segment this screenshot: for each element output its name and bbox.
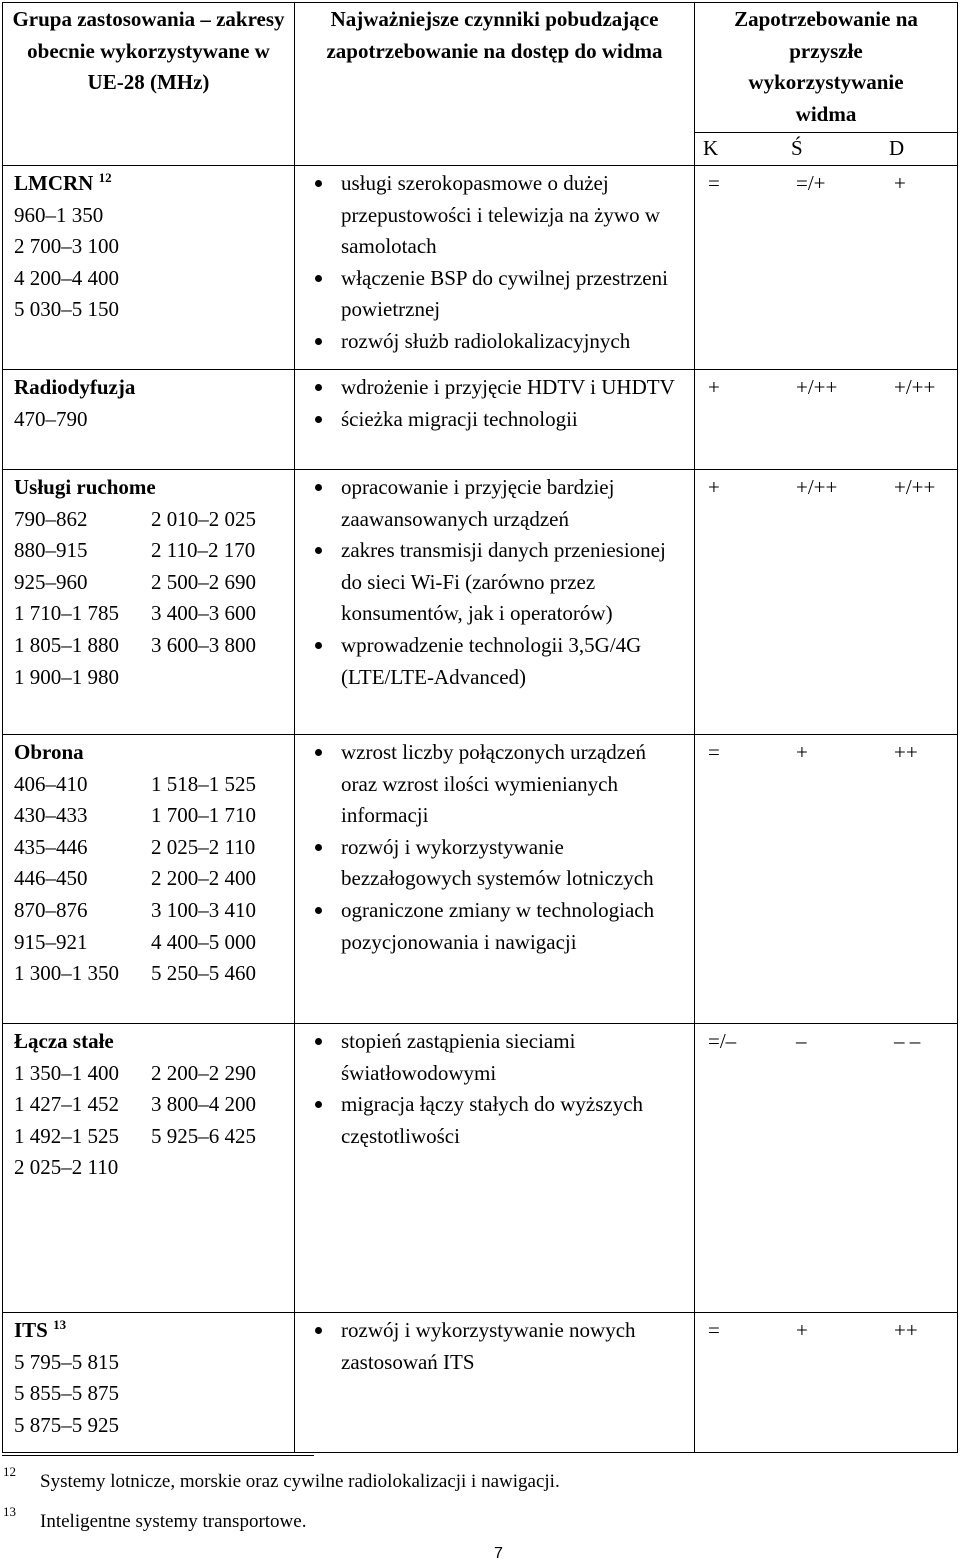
application-group-name bbox=[14, 372, 286, 404]
list-item: zakres transmisji danych przeniesionej do sieci Wi-Fi (zarówno przez konsumentów, jak i operatorów) bbox=[306, 535, 686, 630]
frequency-range: 1 710–1 785 bbox=[14, 601, 119, 626]
demand-cell bbox=[695, 165, 958, 369]
frequency-range: 3 600–3 800 bbox=[151, 632, 256, 657]
header-col3-text: Zapotrzebowanie na przyszłe wykorzystywanie widma bbox=[734, 7, 918, 126]
demand-k: = bbox=[708, 170, 720, 195]
list-item: stopień zastąpienia sieciami światłowodowymi bbox=[306, 1026, 686, 1089]
drivers-list bbox=[306, 737, 686, 958]
table-header-row bbox=[3, 3, 958, 166]
application-group-name bbox=[14, 1315, 286, 1347]
frequency-range: 3 400–3 600 bbox=[151, 601, 256, 626]
drivers-list bbox=[306, 1315, 686, 1378]
list-item: wprowadzenie technologii 3,5G/4G (LTE/LTE-Advanced) bbox=[306, 630, 686, 693]
demand-k: = bbox=[708, 739, 720, 764]
footnote-12-text: Systemy lotnicze, morskie oraz cywilne radiolokalizacji i nawigacji. bbox=[40, 1471, 560, 1492]
footnote-13-number: 13 bbox=[3, 1504, 16, 1519]
application-group-cell bbox=[3, 165, 295, 369]
application-group-label: Łącza stałe bbox=[14, 1028, 114, 1053]
frequency-range: 1 492–1 525 bbox=[14, 1123, 119, 1148]
application-group-label: Usługi ruchome bbox=[14, 474, 156, 499]
header-drivers bbox=[295, 3, 695, 166]
frequency-range: 1 700–1 710 bbox=[151, 803, 256, 828]
demand-d: ++ bbox=[894, 1317, 918, 1342]
table-row bbox=[3, 1312, 958, 1452]
application-group-cell bbox=[3, 369, 295, 469]
frequency-range: 5 795–5 815 bbox=[14, 1349, 119, 1374]
frequency-range: 2 700–3 100 bbox=[14, 234, 119, 259]
frequency-range: 430–433 bbox=[14, 803, 88, 828]
demand-d: +/++ bbox=[894, 374, 936, 399]
drivers-list bbox=[306, 168, 686, 358]
list-item: ograniczone zmiany w technologiach pozycjonowania i nawigacji bbox=[306, 895, 686, 958]
frequency-range: 4 200–4 400 bbox=[14, 265, 119, 290]
application-group-name bbox=[14, 1026, 286, 1058]
frequency-range: 5 925–6 425 bbox=[151, 1123, 256, 1148]
demand-s: +/++ bbox=[796, 374, 838, 399]
list-item: ścieżka migracji technologii bbox=[306, 404, 686, 436]
frequency-range: 5 855–5 875 bbox=[14, 1381, 119, 1406]
frequency-range: 2 500–2 690 bbox=[151, 569, 256, 594]
table-row bbox=[3, 734, 958, 1023]
footnote-separator bbox=[2, 1455, 314, 1456]
table-row bbox=[3, 369, 958, 469]
frequency-range: 4 400–5 000 bbox=[151, 929, 256, 954]
frequency-range: 790–862 bbox=[14, 506, 88, 531]
application-group-label: Radiodyfuzja bbox=[14, 374, 136, 399]
frequency-range: 470–790 bbox=[14, 406, 88, 431]
list-item: migracja łączy stałych do wyższych częstotliwości bbox=[306, 1089, 686, 1152]
frequency-range: 446–450 bbox=[14, 866, 88, 891]
frequency-range: 880–915 bbox=[14, 538, 88, 563]
list-item: opracowanie i przyjęcie bardziej zaawansowanych urządzeń bbox=[306, 472, 686, 535]
demand-s: + bbox=[796, 1317, 808, 1342]
drivers-cell bbox=[295, 165, 695, 369]
frequency-range: 925–960 bbox=[14, 569, 88, 594]
frequency-range: 1 300–1 350 bbox=[14, 961, 119, 986]
drivers-cell bbox=[295, 1023, 695, 1312]
application-group-label: Obrona bbox=[14, 739, 84, 764]
demand-k: + bbox=[708, 374, 720, 399]
application-group-name bbox=[14, 472, 286, 504]
frequency-range: 406–410 bbox=[14, 771, 88, 796]
demand-s: + bbox=[796, 739, 808, 764]
frequency-range: 5 250–5 460 bbox=[151, 961, 256, 986]
application-group-cell bbox=[3, 1312, 295, 1452]
frequency-range: 2 010–2 025 bbox=[151, 506, 256, 531]
demand-cell bbox=[695, 1023, 958, 1312]
footnote-reference: 12 bbox=[98, 169, 112, 185]
list-item: włączenie BSP do cywilnej przestrzeni powietrznej bbox=[306, 263, 686, 326]
application-group-name bbox=[14, 737, 286, 769]
list-item: rozwój i wykorzystywanie nowych zastosowań ITS bbox=[306, 1315, 686, 1378]
frequency-range: 435–446 bbox=[14, 834, 88, 859]
header-col2-text: Najważniejsze czynniki pobudzające zapotrzebowanie na dostęp do widma bbox=[326, 7, 663, 63]
drivers-list bbox=[306, 472, 686, 693]
demand-d: – – bbox=[894, 1028, 921, 1053]
header-col1-text: Grupa zastosowania – zakresy obecnie wykorzystywane w UE-28 (MHz) bbox=[12, 7, 285, 95]
demand-k: = bbox=[708, 1317, 720, 1342]
footnote-12-number: 12 bbox=[3, 1464, 16, 1479]
demand-s: =/+ bbox=[796, 170, 826, 195]
demand-d: + bbox=[894, 170, 906, 195]
frequency-range: 5 875–5 925 bbox=[14, 1412, 119, 1437]
demand-cell bbox=[695, 734, 958, 1023]
table-row bbox=[3, 469, 958, 734]
table-row bbox=[3, 165, 958, 369]
demand-s: – bbox=[796, 1028, 807, 1053]
list-item: rozwój służb radiolokalizacyjnych bbox=[306, 326, 686, 358]
frequency-range: 2 025–2 110 bbox=[14, 1155, 119, 1180]
list-item: usługi szerokopasmowe o dużej przepustowości i telewizja na żywo w samolotach bbox=[306, 168, 686, 263]
demand-values bbox=[700, 1026, 957, 1058]
frequency-range: 2 200–2 400 bbox=[151, 866, 256, 891]
frequency-range: 1 427–1 452 bbox=[14, 1092, 119, 1117]
demand-values bbox=[700, 472, 957, 504]
demand-values bbox=[700, 372, 957, 404]
frequency-range: 3 800–4 200 bbox=[151, 1092, 256, 1117]
demand-k: =/– bbox=[708, 1028, 737, 1053]
drivers-cell bbox=[295, 734, 695, 1023]
frequency-range: 3 100–3 410 bbox=[151, 897, 256, 922]
application-group-cell bbox=[3, 469, 295, 734]
demand-values bbox=[700, 737, 957, 769]
frequency-range: 5 030–5 150 bbox=[14, 297, 119, 322]
drivers-cell bbox=[295, 469, 695, 734]
frequency-range: 2 025–2 110 bbox=[151, 834, 256, 859]
demand-values bbox=[700, 168, 957, 200]
application-group-label: ITS bbox=[14, 1317, 48, 1342]
horizon-subheader bbox=[695, 132, 957, 165]
spectrum-demand-table bbox=[2, 2, 958, 1453]
table-row bbox=[3, 1023, 958, 1312]
drivers-list bbox=[306, 372, 686, 435]
drivers-cell bbox=[295, 1312, 695, 1452]
frequency-range: 1 900–1 980 bbox=[14, 664, 119, 689]
frequency-range: 2 200–2 290 bbox=[151, 1060, 256, 1085]
application-group-name bbox=[14, 168, 286, 200]
demand-s: +/++ bbox=[796, 474, 838, 499]
demand-cell bbox=[695, 469, 958, 734]
demand-cell bbox=[695, 1312, 958, 1452]
frequency-range: 915–921 bbox=[14, 929, 88, 954]
demand-d: ++ bbox=[894, 739, 918, 764]
horizon-k: K bbox=[703, 136, 719, 161]
application-group-label: LMCRN bbox=[14, 170, 94, 195]
demand-k: + bbox=[708, 474, 720, 499]
demand-cell bbox=[695, 369, 958, 469]
frequency-range: 960–1 350 bbox=[14, 202, 104, 227]
horizon-s: Ś bbox=[791, 136, 803, 161]
header-future-demand bbox=[695, 3, 958, 166]
application-group-cell bbox=[3, 1023, 295, 1312]
frequency-range: 2 110–2 170 bbox=[151, 538, 256, 563]
page-number: 7 bbox=[494, 1545, 503, 1562]
frequency-range: 870–876 bbox=[14, 897, 88, 922]
header-application-group bbox=[3, 3, 295, 166]
demand-values bbox=[700, 1315, 957, 1347]
list-item: wzrost liczby połączonych urządzeń oraz wzrost ilości wymienianych informacji bbox=[306, 737, 686, 832]
footnote-13-text: Inteligentne systemy transportowe. bbox=[40, 1511, 307, 1532]
demand-d: +/++ bbox=[894, 474, 936, 499]
horizon-d: D bbox=[889, 136, 905, 161]
drivers-list bbox=[306, 1026, 686, 1152]
drivers-cell bbox=[295, 369, 695, 469]
application-group-cell bbox=[3, 734, 295, 1023]
list-item: wdrożenie i przyjęcie HDTV i UHDTV bbox=[306, 372, 686, 404]
frequency-range: 1 350–1 400 bbox=[14, 1060, 119, 1085]
list-item: rozwój i wykorzystywanie bezzałogowych systemów lotniczych bbox=[306, 832, 686, 895]
frequency-range: 1 805–1 880 bbox=[14, 632, 119, 657]
frequency-range: 1 518–1 525 bbox=[151, 771, 256, 796]
footnote-reference: 13 bbox=[53, 1316, 67, 1332]
